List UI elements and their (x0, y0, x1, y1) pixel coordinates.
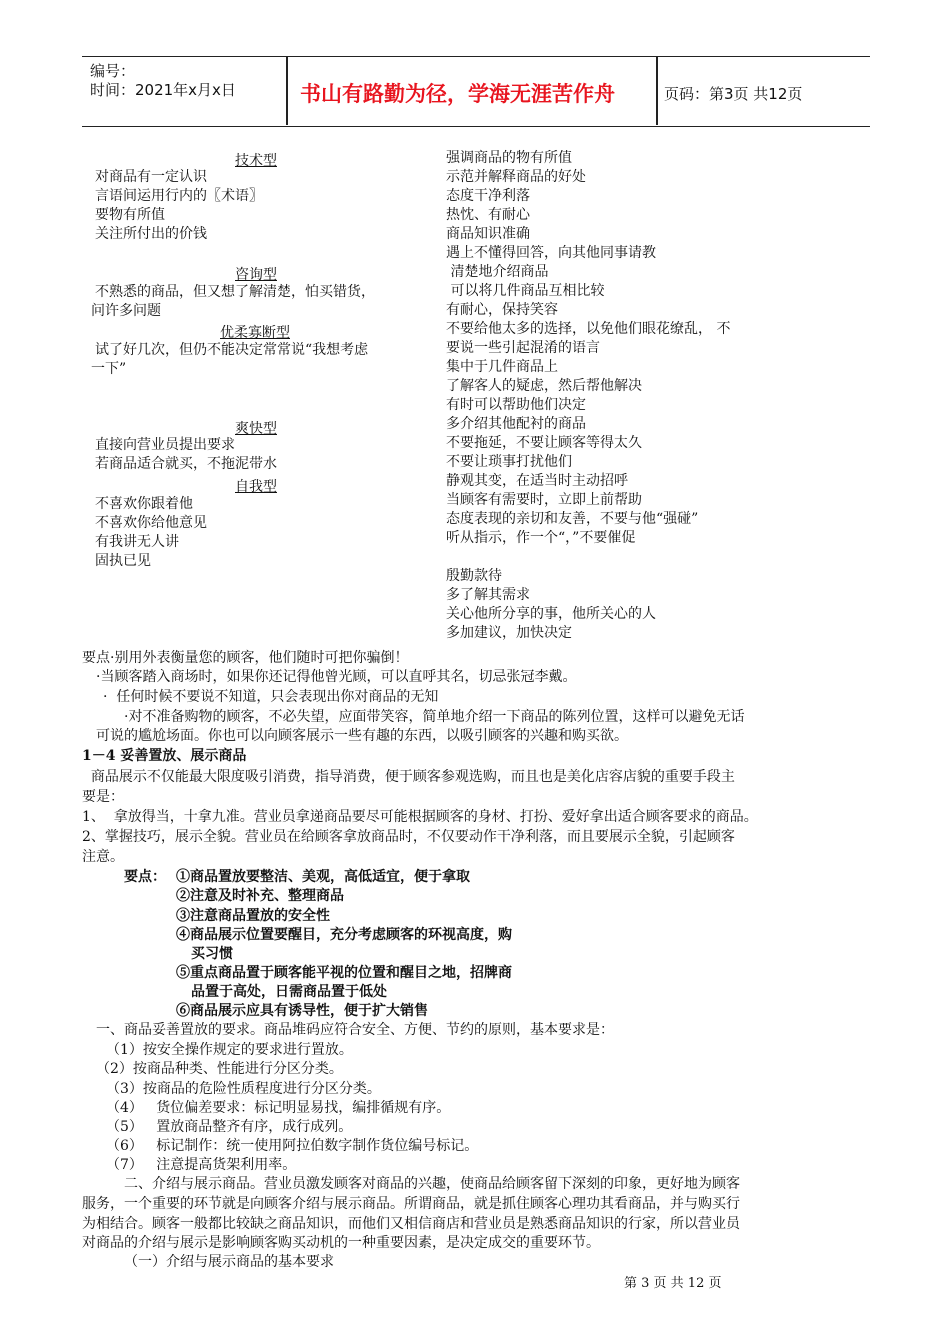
placement-rule: （2）按商品种类、性能进行分区分类。 (96, 1061, 343, 1077)
right-blank-line (446, 548, 730, 567)
tip-line: · 任何时候不要说不知道，只会表现出你对商品的无知 (103, 689, 439, 705)
right-line: 不要给他太多的选择，以免他们眼花缭乱， 不 (446, 321, 731, 337)
left-line: 要物有所值 (95, 207, 165, 223)
key-point: ②注意及时补充、整理商品 (176, 888, 344, 904)
right-line: 多加建议，加快决定 (446, 625, 572, 641)
section-item: 2、掌握技巧，展示全貌。营业员在给顾客拿放商品时，不仅要动作干净利落，而且要展示全貌，引起顾客 (82, 829, 735, 845)
right-line: 当顾客有需要时，立即上前帮助 (446, 492, 642, 508)
right-line: 多了解其需求 (446, 587, 530, 603)
right-line: 热忱、有耐心 (446, 207, 530, 223)
left-line: 若商品适合就买，不拖泥带水 (95, 456, 277, 472)
left-line: 一下” (91, 361, 127, 377)
right-line: 要说一些引起混淆的语言 (446, 340, 600, 356)
type-heading-indecisive: 优柔寡断型 (220, 325, 290, 341)
intro-paragraph: 二、介绍与展示商品。营业员激发顾客对商品的兴趣，使商品给顾客留下深刻的印象，更好地为顾客 (124, 1176, 740, 1192)
header-number: 编号： (90, 62, 136, 80)
tip-line: ·对不准备购物的顾客，不必失望，应面带笑容，简单地介绍一下商品的陈列位置，这样可以避免无话 (124, 709, 745, 725)
placement-rule: （1）按安全操作规定的要求进行置放。 (106, 1042, 353, 1058)
right-line: 示范并解释商品的好处 (446, 169, 586, 185)
right-line: 态度干净利落 (446, 188, 530, 204)
left-line: 问许多问题 (91, 303, 161, 319)
section-item: 1、 拿放得当，十拿九准。营业员拿递商品要尽可能根据顾客的身材、打扮、爱好拿出适合顾客要求的商品。 (82, 809, 758, 825)
key-point: 买习惯 (191, 946, 233, 962)
tip-line: ·当顾客踏入商场时，如果你还记得他曾光顾，可以直呼其名，切忌张冠李戴。 (96, 669, 577, 685)
page-footer: 第 3 页 共 12 页 (624, 1276, 722, 1291)
sub-heading: （一）介绍与展示商品的基本要求 (124, 1254, 334, 1270)
left-line: 固执已见 (95, 553, 151, 569)
header-divider (656, 56, 658, 125)
header-divider (286, 56, 288, 125)
intro-paragraph: 为相结合。顾客一般都比较缺之商品知识，而他们又相信商店和营业员是熟悉商品知识的行家，所以营业员 (82, 1216, 740, 1232)
right-line: 多介绍其他配衬的商品 (446, 416, 586, 432)
header-page-info: 页码：第3页 共12页 (664, 85, 803, 103)
section-item: 注意。 (82, 849, 124, 865)
left-line: 言语间运用行内的〖术语〗 (95, 188, 263, 204)
section-intro: 商品展示不仅能最大限度吸引消费，指导消费，便于顾客参观选购，而且也是美化店容店貌的重要手段主 (82, 769, 735, 785)
right-line: 商品知识准确 (446, 226, 530, 242)
right-line: 关心他所分享的事，他所关心的人 (446, 606, 656, 622)
placement-rule: （7） 注意提高货架利用率。 (106, 1157, 297, 1173)
intro-paragraph: 对商品的介绍与展示是影响顾客购买动机的一种重要因素，是决定成交的重要环节。 (82, 1235, 600, 1251)
right-line: 有时可以帮助他们决定 (446, 397, 586, 413)
right-column (446, 149, 730, 643)
placement-rule: （4） 货位偏差要求：标记明显易找，编排循规有序。 (106, 1100, 451, 1116)
intro-paragraph: 服务，一个重要的环节就是向顾客介绍与展示商品。所谓商品，就是抓住顾客心理功其看商品，并与购买行 (82, 1196, 740, 1212)
tip-line: 可说的尴尬场面。你也可以向顾客展示一些有趣的东西，以吸引顾客的兴趣和购买欲。 (96, 728, 628, 744)
right-line: 不要拖延，不要让顾客等得太久 (446, 435, 642, 451)
left-line: 不喜欢你给他意见 (95, 515, 207, 531)
left-line: 关注所付出的价钱 (95, 226, 207, 242)
placement-rule: （6） 标记制作：统一使用阿拉伯数字制作货位编号标记。 (106, 1138, 479, 1154)
right-line: 遇上不懂得回答，向其他同事请教 (446, 245, 656, 261)
right-line: 了解客人的疑虑，然后帮他解决 (446, 378, 642, 394)
type-heading-technical: 技术型 (235, 153, 277, 169)
key-points-label: 要点： (124, 869, 166, 885)
placement-title: 一、商品妥善置放的要求。商品堆码应符合安全、方便、节约的原则，基本要求是： (96, 1022, 614, 1038)
section-intro: 要是： (82, 789, 124, 805)
right-line: 可以将几件商品互相比较 (446, 283, 605, 299)
type-heading-self: 自我型 (235, 479, 277, 495)
type-heading-consult: 咨询型 (235, 267, 277, 283)
left-line: 试了好几次，但仍不能决定常常说“我想考虑 (95, 342, 369, 358)
section-title: 1－4 妥善置放、展示商品 (82, 748, 247, 764)
key-point: ⑤重点商品置于顾客能平视的位置和醒目之地，招牌商 (176, 965, 512, 981)
key-point: ①商品置放要整洁、美观，高低适宜，便于拿取 (176, 869, 470, 885)
key-point: ③注意商品置放的安全性 (176, 908, 330, 924)
key-point: 品置于高处，日需商品置于低处 (191, 984, 387, 1000)
tip-line: 要点·别用外表衡量您的顾客，他们随时可把你骗倒！ (82, 650, 409, 666)
type-heading-brisk: 爽快型 (235, 421, 277, 437)
key-point: ④商品展示位置要醒目，充分考虑顾客的环视高度，购 (176, 927, 512, 943)
right-line: 集中于几件商品上 (446, 359, 558, 375)
placement-rule: （5） 置放商品整齐有序，成行成列。 (106, 1119, 353, 1135)
left-line: 不熟悉的商品，但又想了解清楚，怕买错货， (95, 284, 375, 300)
placement-rule: （3）按商品的危险性质程度进行分区分类。 (106, 1081, 381, 1097)
right-line: 清楚地介绍商品 (446, 264, 549, 280)
header-time: 时间：2021年x月x日 (90, 81, 236, 99)
key-point: ⑥商品展示应具有诱导性，便于扩大销售 (176, 1003, 428, 1019)
right-line: 不要让琐事打扰他们 (446, 454, 572, 470)
right-line: 静观其变，在适当时主动招呼 (446, 473, 628, 489)
left-line: 不喜欢你跟着他 (95, 496, 193, 512)
left-line: 有我讲无人讲 (95, 534, 179, 550)
header-motto: 书山有路勤为径，学海无涯苦作舟 (300, 82, 615, 106)
right-line: 态度表现的亲切和友善，不要与他“强碰” (446, 511, 699, 527)
left-line: 直接向营业员提出要求 (95, 437, 235, 453)
right-line: 殷勤款待 (446, 568, 502, 584)
left-line: 对商品有一定认识 (95, 169, 207, 185)
right-line: 强调商品的物有所值 (446, 150, 572, 166)
right-line: 听从指示，作一个“，”不要催促 (446, 530, 636, 546)
right-line: 有耐心，保持笑容 (446, 302, 558, 318)
